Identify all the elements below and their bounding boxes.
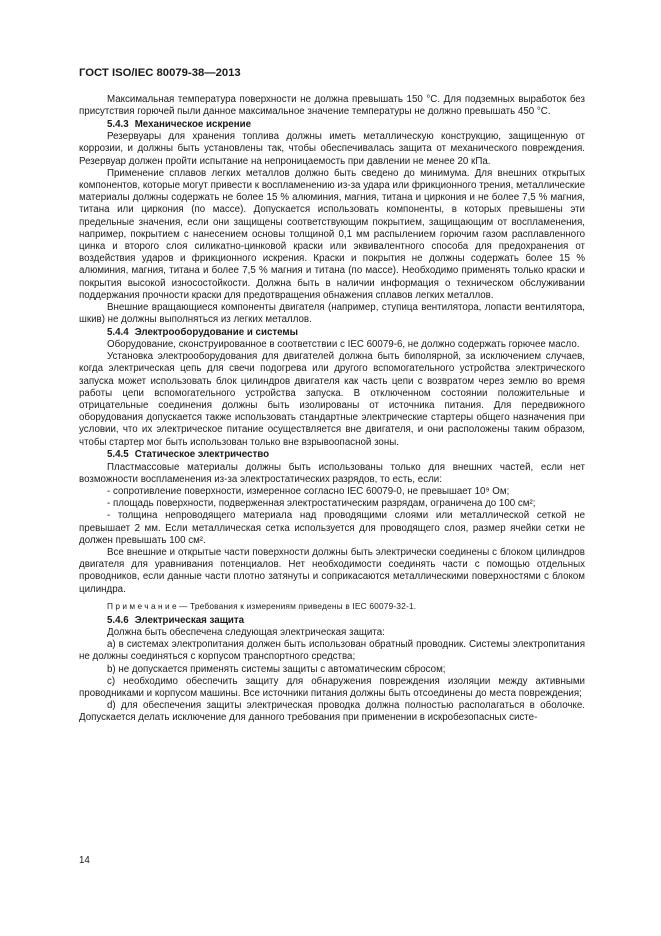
section-title: Статическое электричество <box>134 449 270 461</box>
section-number: 5.4.4 <box>107 326 129 338</box>
list-item: d) для обеспечения защиты электрическая проводка должна полностью располагаться в оболочке. Допускается делать исключение для данного требования при применении в искробезопасных систе- <box>79 700 585 724</box>
list-item: - толщина непроводящего материала над проводящими слоями или металлической сеткой не превышает 2 мм. Если металлическая сетка используется для проводящего слоя, размер ячейки сетки не должен превышать 100 см². <box>79 510 585 546</box>
section-title: Механическое искрение <box>134 118 252 130</box>
section-heading-5-4-4 <box>79 327 585 339</box>
note <box>79 600 585 612</box>
section-heading-5-4-3 <box>79 119 585 131</box>
list-item: b) не допускается применять системы защиты с автоматическим сбросом; <box>107 663 446 675</box>
paragraph: Внешние вращающиеся компоненты двигателя (например, ступица вентилятора, лопасти вентилятора, шкив) не должны выполняться из легких металлов. <box>79 301 585 326</box>
page-number: 14 <box>79 855 90 866</box>
section-title: Электрическая защита <box>134 614 245 626</box>
paragraph: Установка электрооборудования для двигателей должна быть биполярной, за исключением случаев, когда электрическая цепь для свечи подогрева или другого вспомогательного устройства электрического запуска может использовать блок цилиндров двигателя как часть цепи с возвратом через землю во время работы цепи вспомогательного устройства запуска. В отключенном состоянии положительные и отрицательные соединения должны быть изолированы от источника питания. Для передвижного оборудования допускается также использовать стандартные электрические стартеры общего назначения при условии, что их электрическое питание осуществляется вне двигателя, и они расположены таким образом, чтобы стартер мог быть использован только вне взрывоопасной зоны. <box>79 351 585 448</box>
section-number: 5.4.5 <box>107 449 129 461</box>
paragraph: Максимальная температура поверхности не должна превышать 150 °C. Для подземных выработок без присутствия горючей пыли данное максимальное значение температуры не должно превышать 450 °C. <box>79 94 585 118</box>
list-item: - площадь поверхности, подверженная электростатическим разрядам, ограничена до 100 см²; <box>107 498 536 510</box>
list-item: а) в системах электропитания должен быть использован обратный проводник. Системы электропитания не должны соединяться с корпусом транспортного средства; <box>79 639 585 663</box>
note-text: — Требования к измерениям приведены в IEC 60079-32-1. <box>179 600 417 611</box>
list-item: c) необходимо обеспечить защиту для обнаружения повреждения изоляции между активными проводниками и корпусом машины. Все источники питания должны быть отсоединены до места повреждения; <box>79 675 585 700</box>
list-item: - сопротивление поверхности, измеренное согласно IEC 60079-0, не превышает 10⁹ Ом; <box>107 486 510 497</box>
section-number: 5.4.3 <box>107 118 129 130</box>
section-number: 5.4.6 <box>107 614 129 626</box>
document-body <box>79 94 585 725</box>
standard-header: ГОСТ ISO/IEC 80079-38—2013 <box>79 67 241 79</box>
section-title: Электрооборудование и системы <box>134 326 298 338</box>
note-label: Примечание <box>107 600 180 611</box>
section-heading-5-4-6 <box>79 615 585 627</box>
paragraph: Резервуары для хранения топлива должны иметь металлическую конструкцию, защищенную от коррозии, и должны быть установлены так, чтобы обеспечивалась защита от механического повреждения. Резервуар должен пройти испытание на непроницаемость при давлении не менее 20 кПа. <box>79 131 585 167</box>
paragraph: Применение сплавов легких металлов должно быть сведено до минимума. Для внешних открытых компонентов, которые могут привести к воспламенению из-за удара или фрикционного трения, металлические материалы должны содержать не более 15 % алюминия, магния, титана и циркония и не более 7,5 % магния, титана или циркония (по массе). Допускается использовать компоненты, в которых превышены эти предельные значения, если они защищены соответствующим покрытием, защищающим от воспламенения, например, покрытием с нанесением основы толщиной 0,1 мм распылением горючим газом расплавленного цинка и второго слоя силикатно-цинковой краски или эквивалентного способа для предохранения от воздействия ударов и фрикционного искрения. Краски и покрытия не должны содержать более 15 % алюминия, магния, титана и более 7,5 % магния и титана (по массе). Необходимо применять только краски и покрытия высокой износостойкости. Должна быть в наличии информация о техническом обслуживании поддержания прочности краски для предотвращения обнажения сплавов легких металлов. <box>79 167 585 301</box>
paragraph: Должна быть обеспечена следующая электрическая защита: <box>107 627 385 639</box>
paragraph: Пластмассовые материалы должны быть использованы только для внешних частей, если нет возможности воспламенения из-за электростатических разрядов, то есть, если: <box>79 461 585 485</box>
paragraph: Все внешние и открытые части поверхности должны быть электрически соединены с блоком цилиндров двигателя для уравнивания потенциалов. Нет необходимости соединять части с помощью отдельных проводников, если данные части плотно затянуты и соприкасаются металлическими поверхностями с блоком цилиндра. <box>79 547 585 595</box>
section-heading-5-4-5 <box>79 449 585 461</box>
paragraph: Оборудование, сконструированное в соответствии с IEC 60079-6, не должно содержать горючее масло. <box>107 339 580 351</box>
